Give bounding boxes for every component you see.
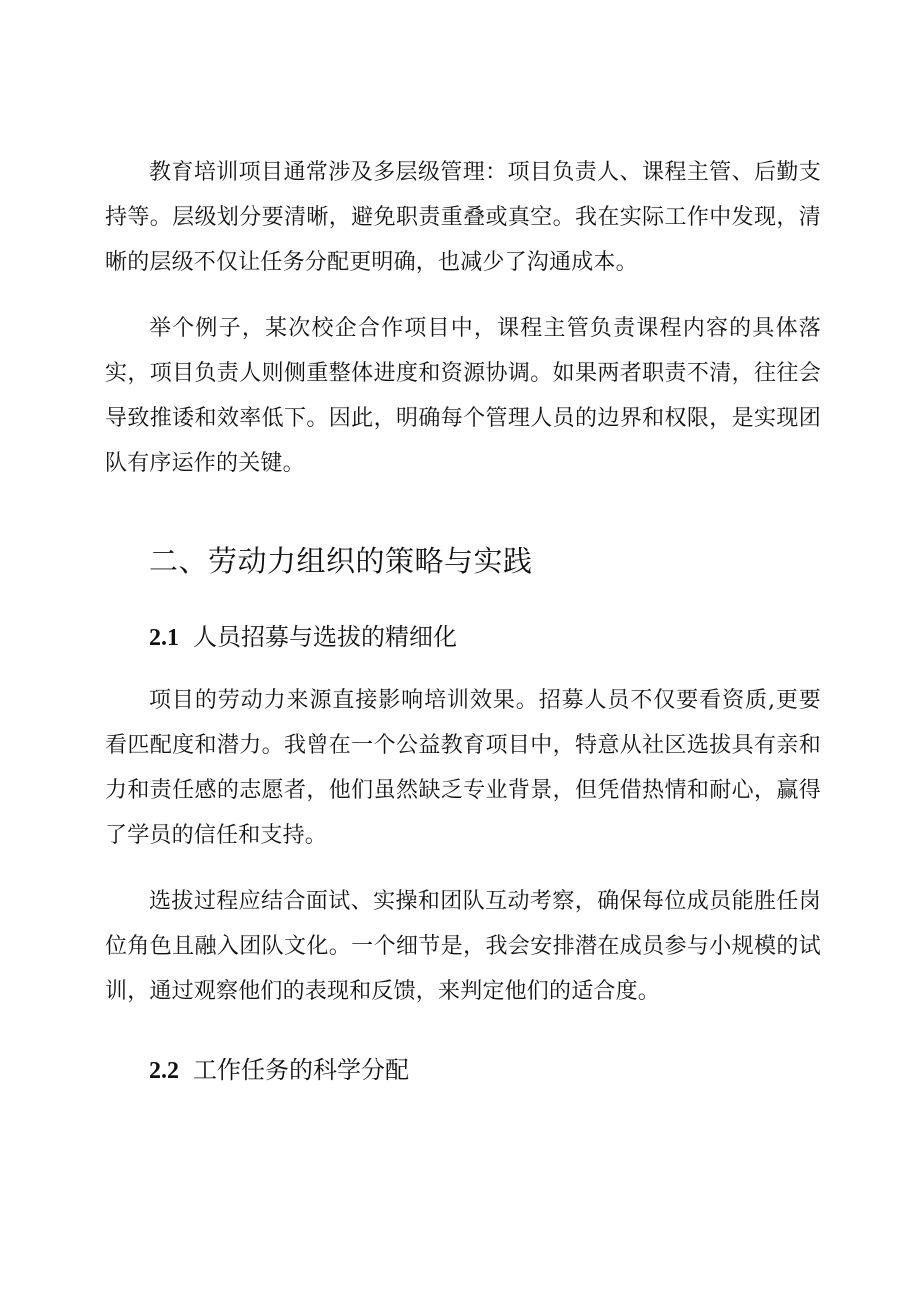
subsection-heading-2-1: [105, 619, 821, 656]
paragraph-hierarchy-management: 教育培训项目通常涉及多层级管理：项目负责人、课程主管、后勤支持等。层级划分要清晰，避免职责重叠或真空。我在实际工作中发现，清晰的层级不仅让任务分配更明确，也减少了沟通成本。: [105, 160, 821, 275]
subsection-number: 2.1: [149, 625, 179, 651]
paragraph-example-cooperation: 举个例子，某次校企合作项目中，课程主管负责课程内容的具体落实，项目负责人则侧重整体进度和资源协调。如果两者职责不清，往往会导致推诿和效率低下。因此，明确每个管理人员的边界和权限，是实现团队有序运作的关键。: [105, 316, 821, 476]
paragraph-selection: 选拔过程应结合面试、实操和团队互动考察，确保每位成员能胜任岗位角色且融入团队文化。一个细节是，我会安排潜在成员参与小规模的试训，通过观察他们的表现和反馈，来判定他们的适合度。: [105, 889, 821, 1004]
subsection-number: 2.2: [149, 1058, 179, 1084]
paragraph-recruitment: 项目的劳动力来源直接影响培训效果。招募人员不仅要看资质,更要看匹配度和潜力。我曾在一个公益教育项目中，特意从社区选拔具有亲和力和责任感的志愿者，他们虽然缺乏专业背景，但凭借热情和耐心，赢得了学员的信任和支持。: [105, 688, 821, 848]
section-heading: 二、劳动力组织的策略与实践: [149, 544, 533, 578]
document-body: [105, 150, 821, 1089]
subsection-title: 人员招募与选拔的精细化: [193, 623, 457, 651]
subsection-title: 工作任务的科学分配: [193, 1056, 409, 1084]
subsection-heading-2-2: [105, 1052, 821, 1089]
